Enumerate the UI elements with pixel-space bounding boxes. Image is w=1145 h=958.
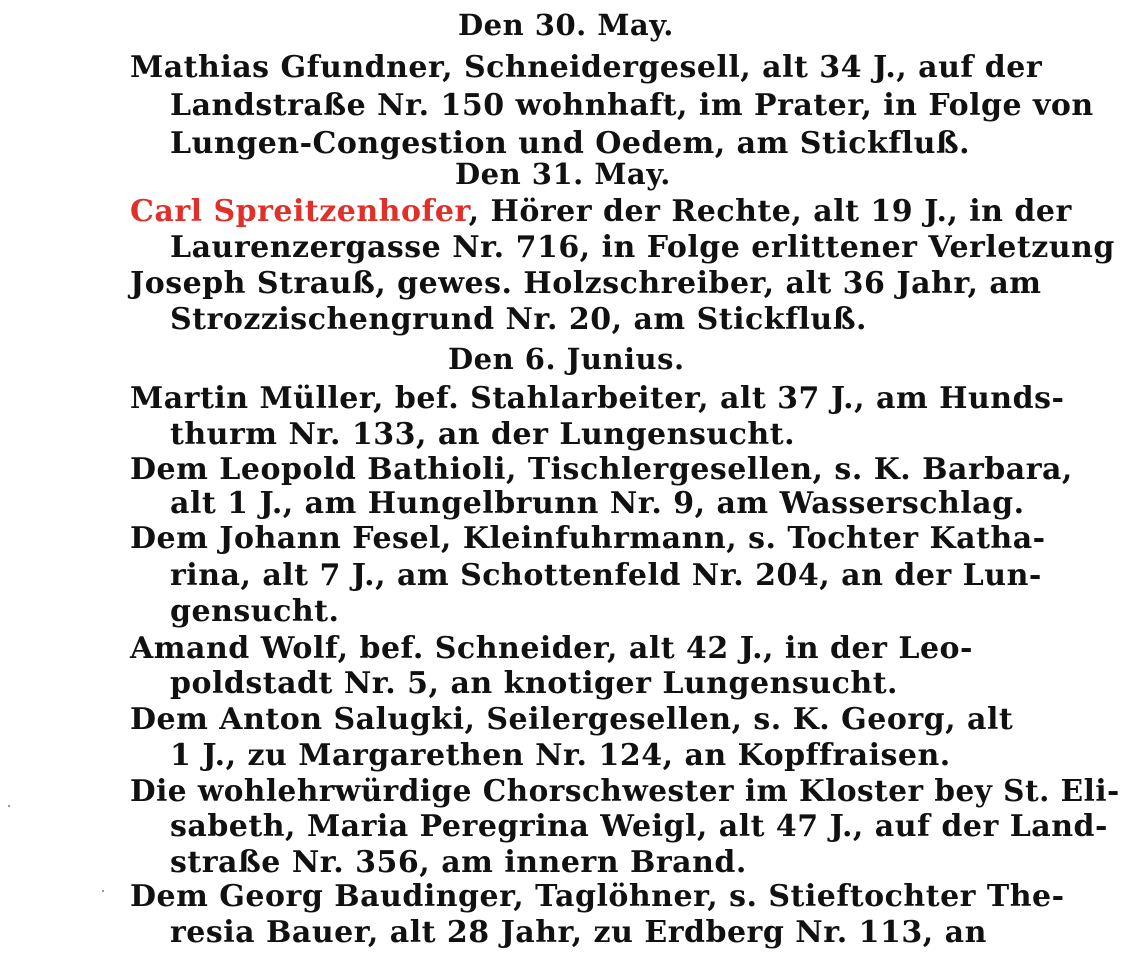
entry-line: sabeth, Maria Peregrina Weigl, alt 47 J., auf der Land-: [170, 809, 1108, 844]
entry-line: Martin Müller, bef. Stahlarbeiter, alt 37 J., am Hunds-: [130, 381, 1065, 416]
date-heading: Den 30. May.: [458, 8, 674, 42]
entry-line: [130, 193, 1072, 231]
entry-line: 1 J., zu Margarethen Nr. 124, an Kopffraisen.: [170, 738, 951, 773]
entry-line: gensucht.: [170, 594, 340, 629]
entry-line: rina, alt 7 J., am Schottenfeld Nr. 204, an der Lun-: [170, 558, 1042, 593]
entry-line: Strozzischengrund Nr. 20, am Stickfluß.: [170, 302, 867, 337]
entry-line: Dem Johann Fesel, Kleinfuhrmann, s. Tochter Katha-: [130, 521, 1046, 556]
entry-line: thurm Nr. 133, an der Lungensucht.: [170, 417, 796, 452]
entry-line: Dem Georg Baudinger, Taglöhner, s. Stieftochter The-: [130, 879, 1065, 914]
scan-speck: [8, 805, 10, 807]
entry-line: Lungen-Congestion und Oedem, am Stickfluß.: [170, 126, 971, 161]
entry-line: Amand Wolf, bef. Schneider, alt 42 J., in der Leo-: [130, 631, 974, 666]
entry-line: Joseph Strauß, gewes. Holzschreiber, alt 36 Jahr, am: [130, 266, 1042, 301]
entry-line: Die wohlehrwürdige Chorschwester im Kloster bey St. Eli-: [130, 773, 1120, 808]
date-heading: Den 6. Junius.: [448, 342, 685, 376]
entry-line: Dem Anton Salugki, Seilergesellen, s. K. Georg, alt: [130, 702, 1014, 737]
entry-text: , Hörer der Rechte, alt 19 J., in der: [468, 194, 1072, 229]
date-heading: Den 31. May.: [455, 157, 671, 191]
scan-speck: [102, 890, 104, 892]
entry-line: straße Nr. 356, am innern Brand.: [170, 845, 747, 880]
entry-line: poldstadt Nr. 5, an knotiger Lungensucht.: [170, 666, 898, 701]
entry-line: Landstraße Nr. 150 wohnhaft, im Prater, in Folge von: [170, 88, 1094, 123]
entry-line: alt 1 J., am Hungelbrunn Nr. 9, am Wasserschlag.: [170, 486, 1025, 521]
entry-line: resia Bauer, alt 28 Jahr, zu Erdberg Nr. 113, an: [170, 915, 987, 950]
entry-line: Dem Leopold Bathioli, Tischlergesellen, s. K. Barbara,: [130, 452, 1073, 487]
highlighted-name: Carl Spreitzenhofer: [130, 194, 469, 229]
entry-line: Mathias Gfundner, Schneidergesell, alt 34 J., auf der: [130, 50, 1043, 85]
entry-line: Laurenzergasse Nr. 716, in Folge erlittener Verletzung: [170, 230, 1115, 265]
